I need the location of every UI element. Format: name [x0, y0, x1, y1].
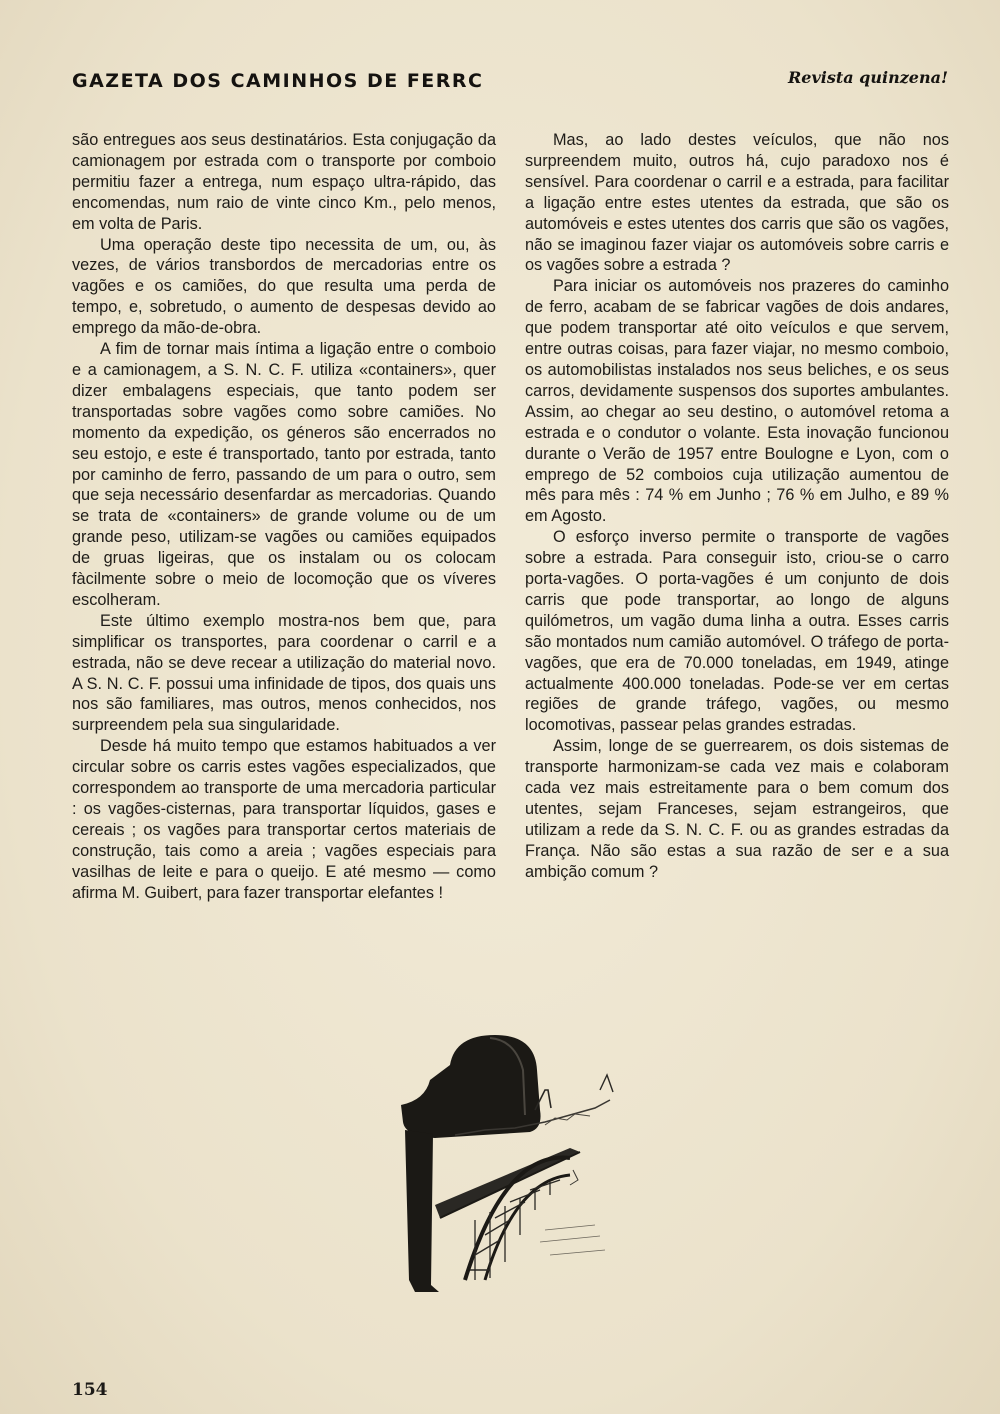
paragraph: são entregues aos seus destinatários. Esta conjugação da camionagem por estrada com o transporte por comboio permitiu fazer a entrega, num espaço ultra-rápido, das encomendas, num raio de vinte cinco Km., pelo menos, em volta de Paris.: [72, 131, 496, 233]
paragraph: Mas, ao lado destes veículos, que não nos surpreendem muito, outros há, cujo paradoxo nos é sensível. Para coordenar o carril e a estrada, para facilitar a ligação entre estes utentes da estrada, que são os automóveis e estes utentes dos carris que são os vagões, não se imaginou fazer viajar os automóveis sobre carris e os vagões sobre a estrada ?: [525, 131, 949, 275]
paragraph: Desde há muito tempo que estamos habituados a ver circular sobre os carris estes vagões especializados, que correspondem ao transporte de uma mercadoria particular : os vagões-cisternas, para transportar líquidos, gases e cereais ; os vagões para transportar certos materiais de construção, tais como a areia ; vagões especiais para vasilhas de leite e para o queijo. E até mesmo — como afirma M. Guibert, para fazer transportar elefantes !: [72, 737, 496, 902]
page-number: 154: [72, 1380, 108, 1400]
paragraph: O esforço inverso permite o transporte de vagões sobre a estrada. Para conseguir isto, criou-se o carro porta-vagões. O porta-vagões é um conjunto de dois carris que pode transportar, ao longo de alguns quilómetros, um vagão duma linha a outra. Esses carris são montados num camião automóvel. O tráfego de porta-vagões, que era de 70.000 toneladas, em 1949, atinge actualmente 400.000 toneladas. Pode-se ver em certas regiões de grande tráfego, vagões, ou mesmo locomotivas, passear pelas grandes estradas.: [525, 528, 949, 735]
left-column: [72, 130, 496, 904]
right-column: [525, 130, 949, 883]
paragraph: Este último exemplo mostra-nos bem que, para simplificar os transportes, para coordenar o carril e a estrada, não se deve recear a utilização do material novo. A S. N. C. F. possui uma infinidade de tipos, dos quais uns nos são familiares, mas outros, menos conhecidos, nos surpreendem pela sua singularidade.: [72, 611, 496, 735]
journal-title: GAZETA DOS CAMINHOS DE FERRC: [72, 70, 484, 92]
paragraph: Para iniciar os automóveis nos prazeres do caminho de ferro, acabam de se fabricar vagões de dois andares, que podem transportar até oito veículos e que servem, entre outras coisas, para fazer viajar, no mesmo comboio, os automobilistas instalados nos seus beliches, e os seus carros, devidamente suspensos dos suportes ambulantes. Assim, ao chegar ao seu destino, o automóvel retoma a estrada e o condutor o volante. Esta inovação funcionou durante o Verão de 1957 entre Boulogne e Lyon, com o emprego de 52 comboios cuja utilização aumentou de mês para mês : 74 % em Junho ; 76 % em Julho, e 89 % em Agosto.: [525, 277, 949, 526]
section-title: Revista quinzena!: [787, 68, 948, 87]
paragraph: Uma operação deste tipo necessita de um, ou, às vezes, de vários transbordos de mercadorias entre os vagões e os camiões, do que resulta uma perda de tempo, e, sobretudo, o aumento de despesas devido ao emprego da mão-de-obra.: [72, 235, 496, 338]
paragraph: A fim de tornar mais íntima a ligação entre o comboio e a camionagem, a S. N. C. F. utiliza «containers», quer dizer embalagens especiais, que tanto podem ser transportadas sobre vagões como sobre camiões. No momento da expedição, os géneros são encerrados no seu estojo, e este é transportado, tanto por estrada, tanto por caminho de ferro, passando de um para o outro, sem que seja necessário desenfardar as mercadorias. Quando se trata de «containers» de grande volume ou de um grande peso, utilizam-se vagões ou camiões equipados de gruas ligeiras, que os instalam ou os colocam fàcilmente sobre o meio de locomoção que os víveres escolheram.: [72, 340, 496, 609]
paragraph: Assim, longe de se guerrearem, os dois sistemas de transporte harmonizam-se cada vez mais e colaboram cada vez mais estreitamente para o bem comum dos utentes, sejam Franceses, sejam estrangeiros, que utilizam a rede da S. N. C. F. ou as grandes estradas da França. Não são estas a sua razão de ser e a sua ambição comum ?: [525, 737, 949, 881]
bridge-illustration: [395, 1030, 625, 1295]
